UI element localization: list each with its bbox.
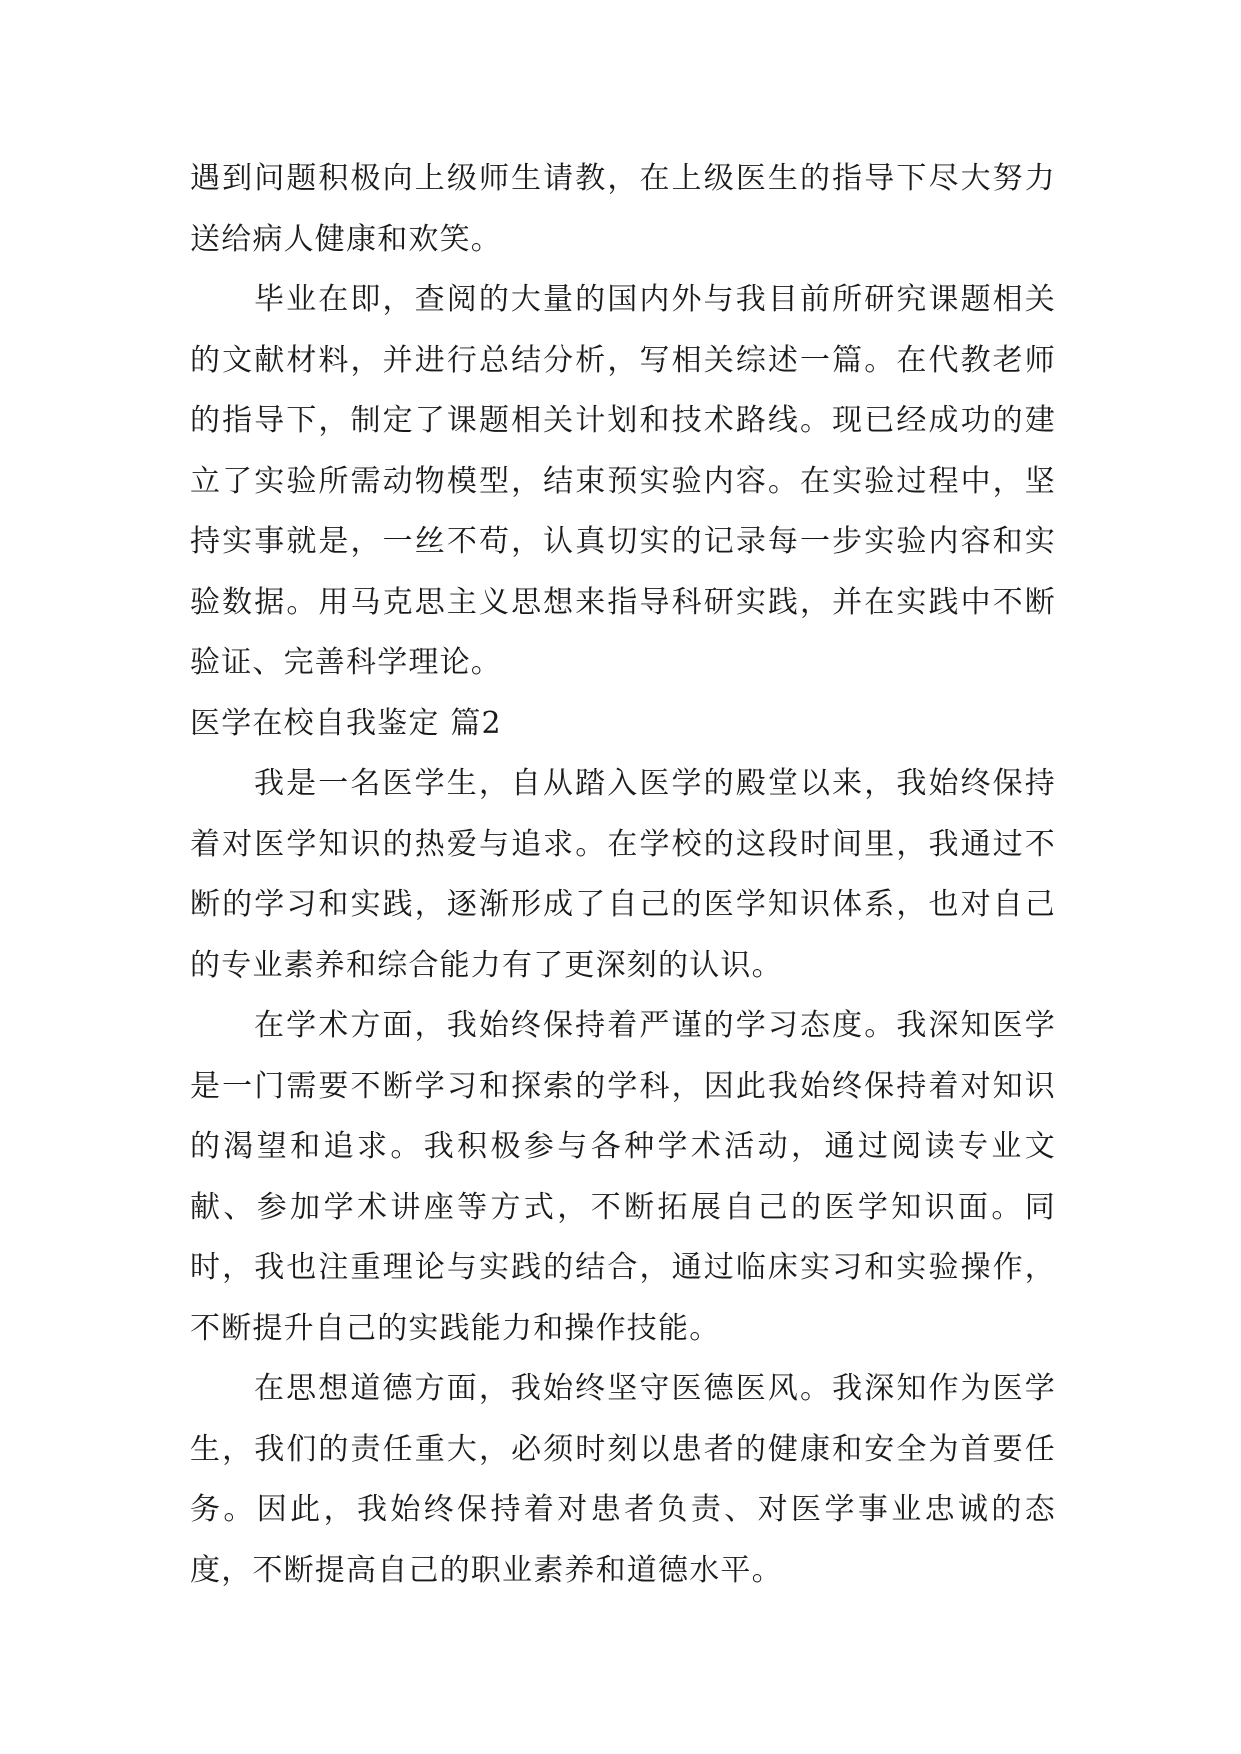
paragraph-ethics: 在思想道德方面，我始终坚守医德医风。我深知作为医学生，我们的责任重大，必须时刻以患者的健康和安全为首要任务。因此，我始终保持着对患者负责、对医学事业忠诚的态度，不断提高自己的职业素养和道德水平。 — [190, 1371, 1056, 1588]
section-heading: 医学在校自我鉴定 篇2 — [190, 705, 502, 741]
paragraph-continued: 遇到问题积极向上级师生请教，在上级医生的指导下尽大努力送给病人健康和欢笑。 — [190, 161, 1056, 257]
paragraph-academics: 在学术方面，我始终保持着严谨的学习态度。我深知医学是一门需要不断学习和探索的学科，因此我始终保持着对知识的渴望和追求。我积极参与各种学术活动，通过阅读专业文献、参加学术讲座等方式，不断拓展自己的医学知识面。同时，我也注重理论与实践的结合，通过临床实习和实验操作，不断提升自己的实践能力和操作技能。 — [190, 1008, 1056, 1346]
paragraph-graduation-research: 毕业在即，查阅的大量的国内外与我目前所研究课题相关的文献材料，并进行总结分析，写相关综述一篇。在代教老师的指导下，制定了课题相关计划和技术路线。现已经成功的建立了实验所需动物模型，结束预实验内容。在实验过程中，坚持实事就是，一丝不苟，认真切实的记录每一步实验内容和实验数据。用马克思主义思想来指导科研实践，并在实践中不断验证、完善科学理论。 — [190, 282, 1056, 680]
document-page — [190, 149, 1056, 1601]
paragraph-introduction: 我是一名医学生，自从踏入医学的殿堂以来，我始终保持着对医学知识的热爱与追求。在学校的这段时间里，我通过不断的学习和实践，逐渐形成了自己的医学知识体系，也对自己的专业素养和综合能力有了更深刻的认识。 — [190, 766, 1056, 983]
